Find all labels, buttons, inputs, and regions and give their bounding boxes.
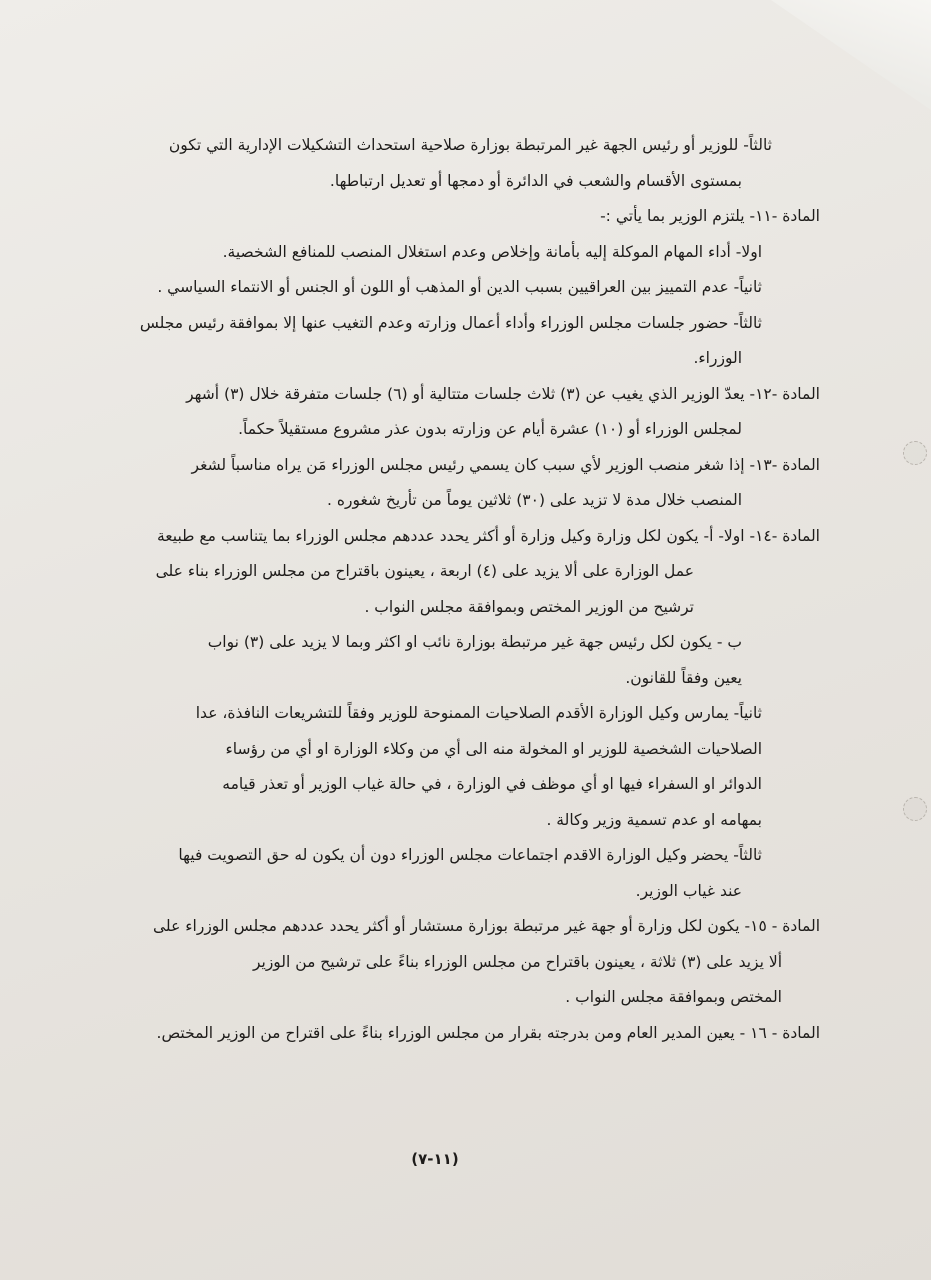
text-line: ثانياً- عدم التمييز بين العراقيين بسبب الدين أو المذهب أو اللون أو الجنس أو الانتماء السياسي . [157, 278, 762, 296]
text-line: عمل الوزارة على ألا يزيد على (٤) اربعة ، يعينون باقتراح من مجلس الوزراء بناء على [155, 562, 694, 580]
folded-corner [771, 0, 931, 110]
article-13: المادة -١٣- إذا شغر منصب الوزير لأي سبب كان يسمي رئيس مجلس الوزراء مَن يراه مناسباً لشغر [191, 455, 820, 474]
document-body [60, 128, 820, 1051]
text-line: بمهامه او عدم تسمية وزير وكالة . [546, 810, 762, 829]
text-line: الصلاحيات الشخصية للوزير او المخولة منه الى أي من وكلاء الوزارة او أي من رؤساء [225, 739, 762, 758]
text-line: لمجلس الوزراء أو (١٠) عشرة أيام عن وزارته بدون عذر مشروع مستقيلاً حكماً. [238, 420, 742, 438]
article-12: المادة -١٢- يعدّ الوزير الذي يغيب عن (٣) ثلاث جلسات متتالية أو (٦) جلسات متفرقة خلال (٣) أشهر [186, 384, 820, 403]
text-line: المنصب خلال مدة لا تزيد على (٣٠) ثلاثين يوماً من تأريخ شغوره . [327, 491, 742, 509]
text-line: ترشيح من الوزير المختص وبموافقة مجلس النواب . [364, 597, 694, 616]
text-line: ثانياً- يمارس وكيل الوزارة الأقدم الصلاحيات الممنوحة للوزير وفقاً للتشريعات النافذة، عدا [195, 704, 762, 722]
text-line: المختص وبموافقة مجلس النواب . [565, 988, 782, 1006]
article-15: المادة - ١٥- يكون لكل وزارة أو جهة غير مرتبطة بوزارة مستشار أو أكثر يحدد عددهم مجلس الوزراء على [153, 917, 820, 935]
page-number: (١١-٧) [411, 1150, 459, 1168]
text-line: بمستوى الأقسام والشعب في الدائرة أو دمجها أو تعديل ارتباطها. [329, 171, 742, 190]
text-line: الوزراء. [693, 349, 742, 367]
text-line: يعين وفقاً للقانون. [625, 668, 742, 687]
text-line: ثالثاً- للوزير أو رئيس الجهة غير المرتبطة بوزارة صلاحية استحداث التشكيلات الإدارية التي تكون [168, 136, 772, 154]
punch-hole-bottom [903, 797, 927, 821]
text-line: ألا يزيد على (٣) ثلاثة ، يعينون باقتراح من مجلس الوزراء بناءً على ترشيح من الوزير [252, 952, 782, 971]
article-11-heading: المادة -١١- يلتزم الوزير بما يأتي :- [600, 207, 820, 225]
article-14: المادة -١٤- اولا- أ- يكون لكل وزارة وكيل وزارة أو أكثر يحدد عددهم مجلس الوزراء بما يتناسب مع طبيعة [157, 526, 820, 545]
text-line: ثالثاً- حضور جلسات مجلس الوزراء وأداء أعمال وزارته وعدم التغيب عنها إلا بموافقة رئيس مجلس [139, 313, 762, 332]
punch-hole-top [903, 441, 927, 465]
text-line: الدوائر او السفراء فيها او أي موظف في الوزارة ، في حالة غياب الوزير أو تعذر قيامه [222, 775, 762, 793]
text-line: عند غياب الوزير. [635, 881, 742, 900]
text-line: ب - يكون لكل رئيس جهة غير مرتبطة بوزارة نائب او اكثر وبما لا يزيد على (٣) نواب [207, 633, 742, 651]
article-16: المادة - ١٦ - يعين المدير العام ومن بدرجته بقرار من مجلس الوزراء بناءً على اقتراح من الوزير المختص. [156, 1023, 820, 1042]
text-line: اولا- أداء المهام الموكلة إليه بأمانة وإخلاص وعدم استغلال المنصب للمنافع الشخصية. [222, 242, 762, 261]
text-line: ثالثاً- يحضر وكيل الوزارة الاقدم اجتماعات مجلس الوزراء دون أن يكون له حق التصويت فيها [178, 846, 762, 864]
